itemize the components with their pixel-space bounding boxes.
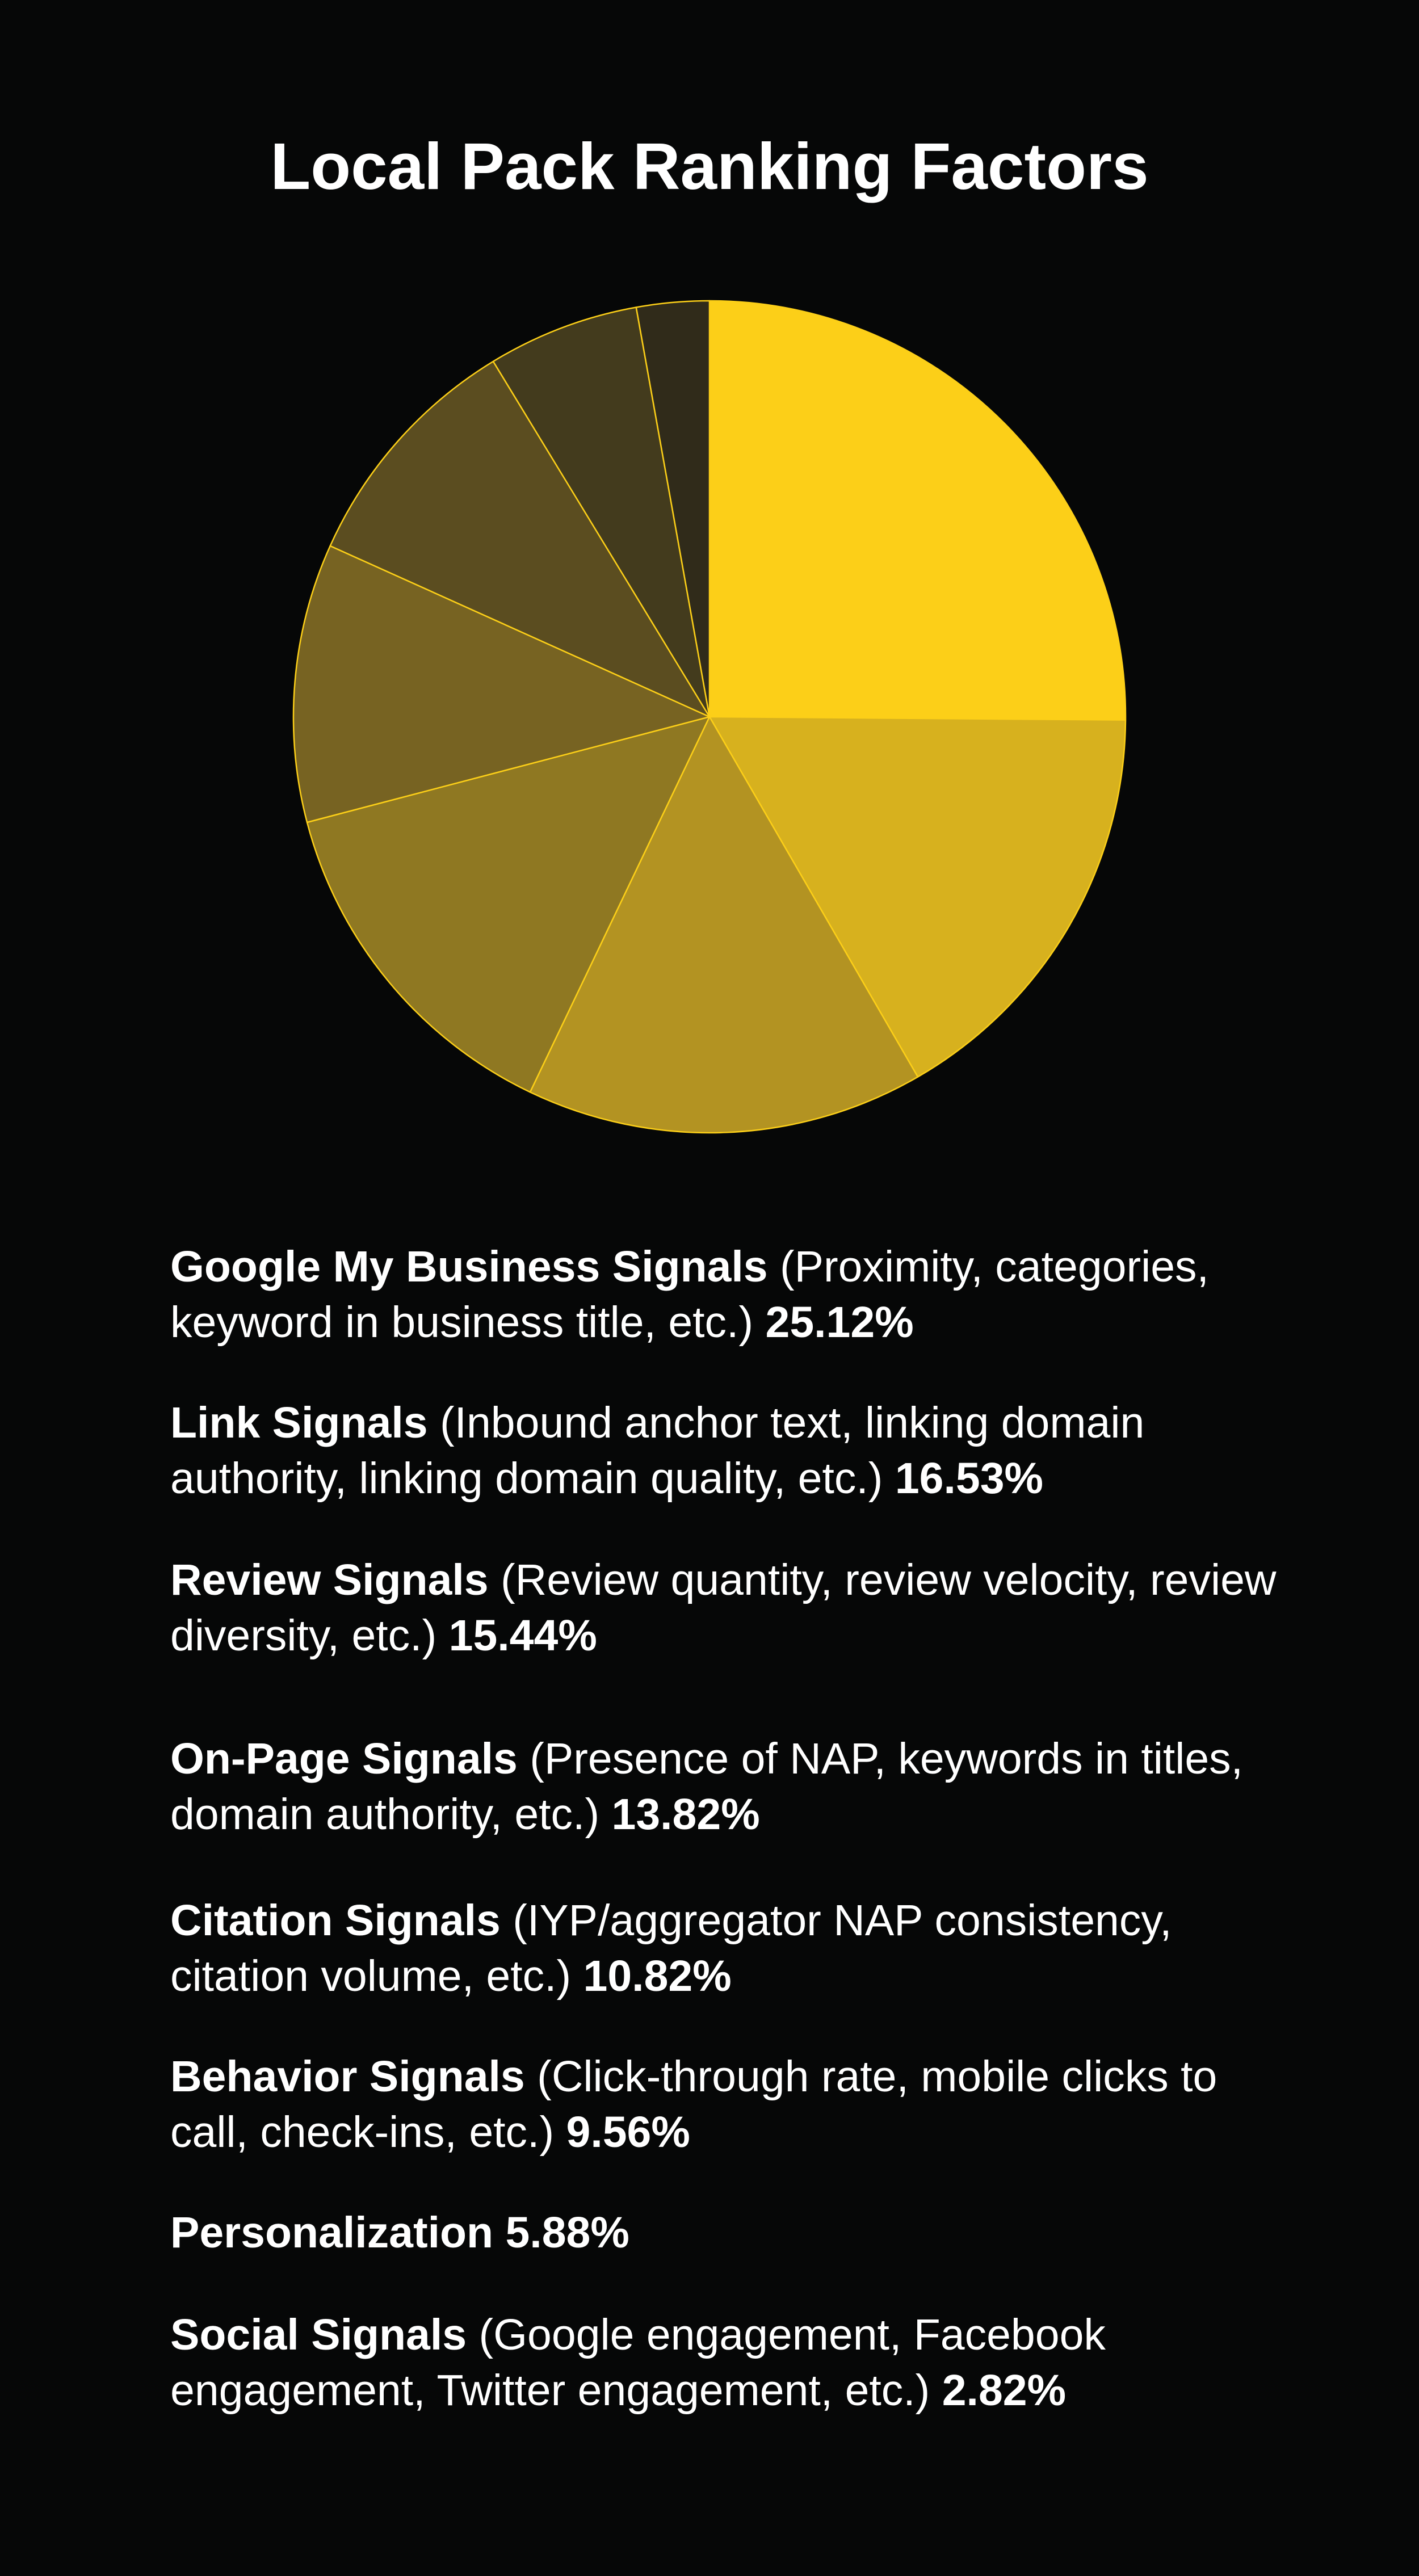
- legend-detail: (Presence of NAP, keywords in titles, domain authority, etc.): [170, 1734, 1244, 1839]
- legend-value: 16.53%: [895, 1454, 1043, 1503]
- legend-detail: (Google engagement, Facebook engagement, Twitter engagement, etc.): [170, 2310, 1106, 2415]
- legend-item: [170, 2049, 1305, 2160]
- legend-detail: (Review quantity, review velocity, review diversity, etc.): [170, 1556, 1277, 1660]
- legend-label: Citation Signals: [170, 1896, 501, 1945]
- legend-label: On-Page Signals: [170, 1734, 518, 1783]
- legend-value: 25.12%: [765, 1298, 914, 1347]
- chart-title: Local Pack Ranking Factors: [270, 129, 1149, 203]
- legend-item: [170, 1239, 1305, 1350]
- legend-label: Behavior Signals: [170, 2052, 525, 2101]
- legend-item: [170, 1552, 1305, 1663]
- legend-label: Review Signals: [170, 1556, 489, 1604]
- pie-slice-google-my-business-signals: [710, 301, 1126, 720]
- legend-label: Social Signals: [170, 2310, 467, 2359]
- legend-item: [170, 2307, 1305, 2418]
- legend-detail: (IYP/aggregator NAP consistency, citation volume, etc.): [170, 1896, 1172, 2001]
- legend-label: Google My Business Signals: [170, 1242, 768, 1291]
- legend-value: 9.56%: [566, 2108, 690, 2157]
- legend-detail: (Inbound anchor text, linking domain authority, linking domain quality, etc.): [170, 1398, 1145, 1503]
- pie-chart: [289, 297, 1130, 1137]
- legend-label: Link Signals: [170, 1398, 428, 1447]
- legend-label: Personalization: [170, 2208, 494, 2257]
- legend-item: [170, 1395, 1305, 1506]
- legend-item: [170, 1731, 1305, 1842]
- legend-value: 15.44%: [448, 1611, 597, 1660]
- legend-value: 5.88%: [505, 2208, 629, 2257]
- pie-slices: [293, 301, 1126, 1133]
- legend-detail: (Click-through rate, mobile clicks to call, check-ins, etc.): [170, 2052, 1218, 2157]
- legend-detail: (Proximity, categories, keyword in business title, etc.): [170, 1242, 1209, 1347]
- legend-value: 13.82%: [611, 1790, 760, 1839]
- legend-item: [170, 1893, 1305, 2004]
- legend-value: 10.82%: [583, 1952, 732, 2001]
- legend-item: [170, 2205, 1305, 2260]
- legend-value: 2.82%: [942, 2366, 1067, 2415]
